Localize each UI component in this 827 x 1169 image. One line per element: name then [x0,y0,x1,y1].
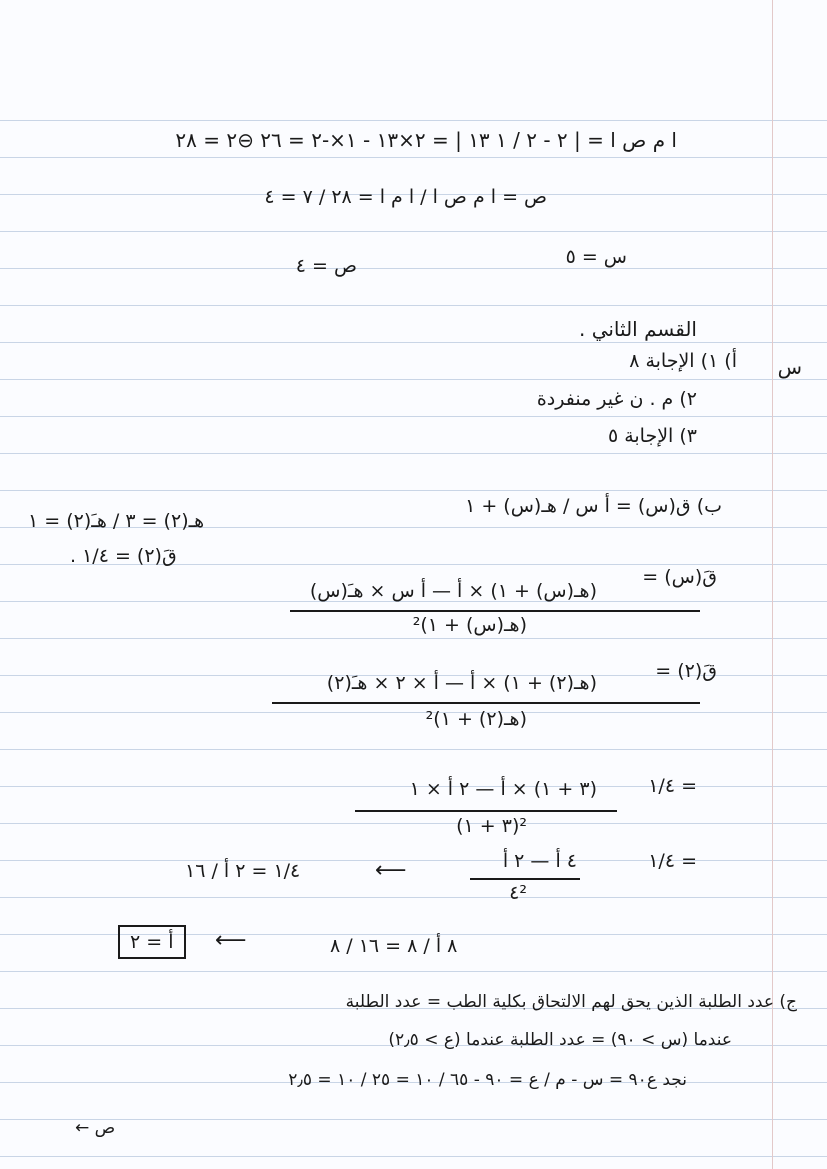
final-answer: أ = ٢ [130,931,174,953]
derivative-label-2: قَ(٢) = [655,660,717,682]
determinant-line: ا م ص ا = | ٢ - ٢ / ١ ١٣ | = ٢×١٣ - ١×-٢ = ٢٦ ⊖٢ = ٢٨ [175,128,677,152]
continue-note: ص ← [75,1118,116,1138]
ruled-line [0,120,827,121]
z-score-calculation: نجد ع٩٠ = س - م / ع = ٩٠ - ٦٥ / ١٠ = ٢٥ / ١٠ = ٢٫٥ [288,1070,687,1090]
ruled-line [0,157,827,158]
equation-numerator-4: ٤ أ — ٢ أ [502,850,577,872]
part-c-condition: عندما (س > ٩٠) = عدد الطلبة عندما (ع > ٢٫٥) [388,1030,732,1050]
ruled-line [0,490,827,491]
ruled-line [0,638,827,639]
derivative-denominator-2: (هـ(٢) + ١)² [425,708,527,730]
x-value: س = ٥ [565,246,627,268]
arrow-left-icon: ⟵ [375,858,407,883]
ruled-line [0,305,827,306]
ruled-line [0,712,827,713]
equation-lhs-3: ١/٤ = [648,775,697,797]
ruled-line [0,897,827,898]
derivative-denominator-1: (هـ(س) + ١)² [412,614,527,636]
derivative-numerator-2: (هـ(٢) + ١) × أ — أ × ٢ × هـَ(٢) [326,672,597,694]
ruled-line [0,971,827,972]
fraction-bar-3 [355,810,617,812]
y-value: ص = ٤ [295,255,357,277]
part-c-statement: ج) عدد الطلبة الذين يحق لهم الالتحاق بكلية الطب = عدد الطلبة [345,992,797,1012]
ruled-line [0,231,827,232]
ruled-line [0,416,827,417]
divide-step: ٨ أ / ٨ = ١٦ / ٨ [330,935,458,957]
fraction-bar-4 [470,878,580,880]
ruled-line [0,1156,827,1157]
answer-b: ٢) م . ن غير منفردة [536,388,697,410]
given-derivative: قَ(٢) = ١/٤ . [70,545,177,567]
answer-c: ٣) الإجابة ٥ [607,425,697,447]
ruled-line [0,1119,827,1120]
answer-a: أ) ١) الإجابة ٨ [629,350,737,372]
question-label: س [777,355,802,379]
ruled-line [0,453,827,454]
arrow-left-icon: ⟵ [215,928,247,953]
ruled-line [0,342,827,343]
ruled-line [0,749,827,750]
fraction-bar-1 [290,610,700,612]
ruled-line [0,823,827,824]
given-values: هـ(٢) = ٣ / هـَ(٢) = ١ [28,510,205,532]
fraction-bar-2 [272,702,700,704]
section-heading: القسم الثاني . [578,317,697,341]
ruled-line [0,379,827,380]
ruled-line [0,268,827,269]
derivative-numerator-1: (هـ(س) + ١) × أ — أ س × هـَ(س) [309,580,597,602]
derivative-label-1: قَ(س) = [642,566,717,588]
equation-denominator-4: ٤² [509,882,527,904]
equation-numerator-3: (٣ + ١) × أ — ٢ أ × ١ [409,778,597,800]
cross-multiply-result: ١/٤ = ٢ أ / ١٦ [185,860,301,882]
ruled-line [0,860,827,861]
y-solution-line: ص = ا م ص ا / ا م ا = ٢٨ / ٧ = ٤ [264,186,547,208]
equation-denominator-3: (٣ + ١)² [456,815,527,837]
function-definition: ب) ق(س) = أ س / هـ(س) + ١ [465,495,722,517]
final-answer-box [118,925,186,959]
equation-lhs-4: ١/٤ = [648,850,697,872]
